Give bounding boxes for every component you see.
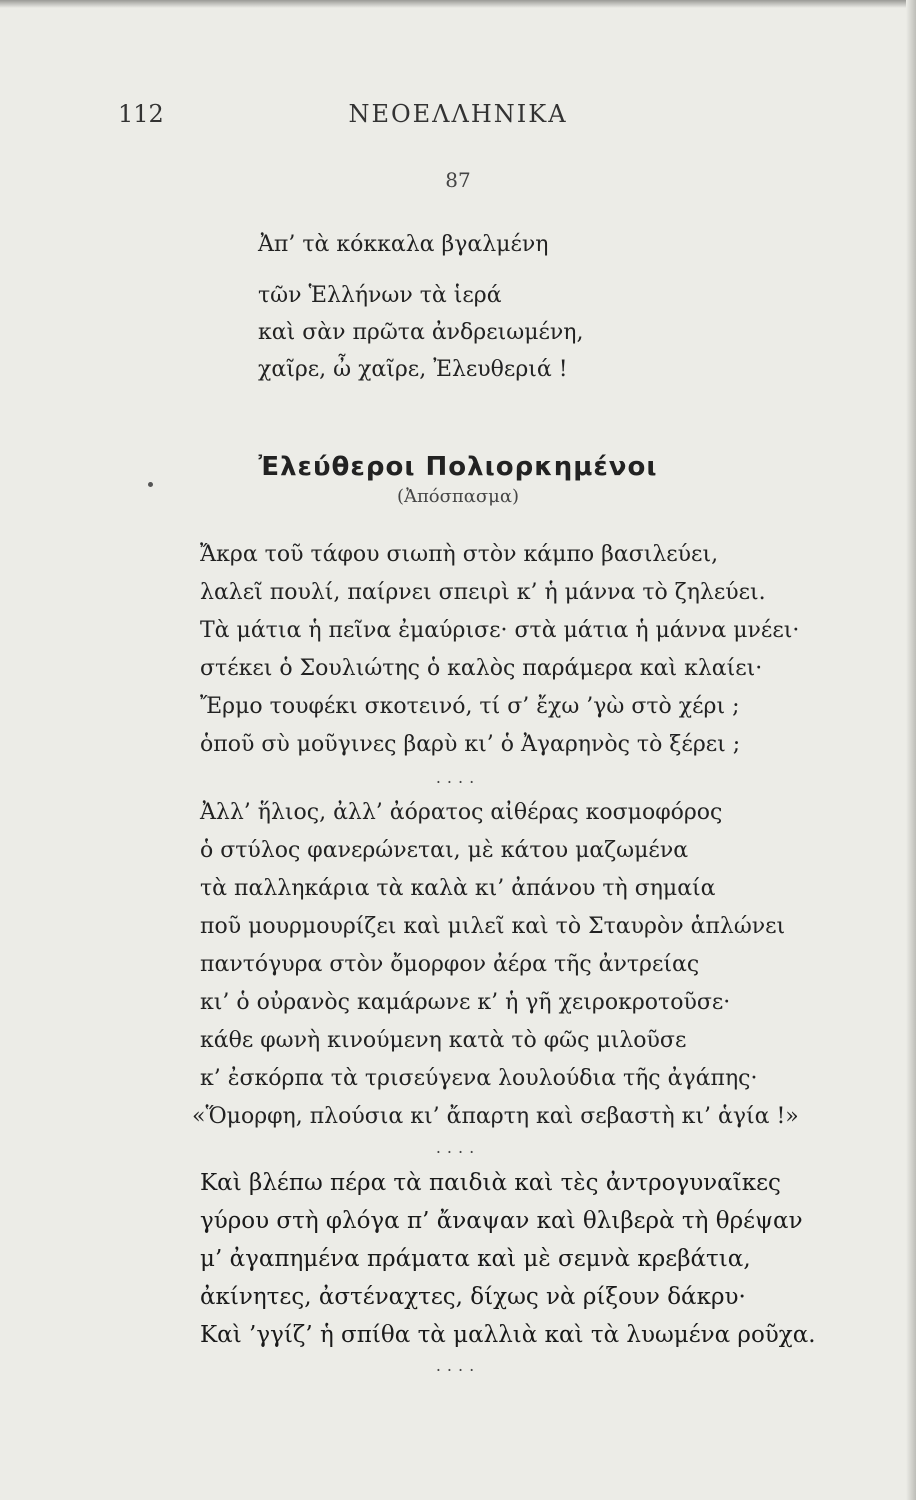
stanza-1-line: ὁποῦ σὺ μοῦγινες βαρὺ κι’ ὁ Ἀγαρηνὸς τὸ ξέρει ;: [200, 732, 741, 757]
excerpt-subtitle: (Ἀπόσπασμα): [396, 486, 520, 507]
stanza-3-line: ἀκίνητες, ἀστέναχτες, δίχως νὰ ρίξουν δάκρυ·: [200, 1284, 746, 1310]
running-head: ΝΕΟΕΛΛΗΝΙΚΑ: [348, 100, 568, 128]
page-right-edge: [906, 0, 916, 1500]
poem-87-line: τῶν Ἑλλήνων τὰ ἱερά: [258, 283, 502, 308]
poem-87-line: χαῖρε, ὦ χαῖρε, Ἐλευθεριά !: [258, 357, 568, 382]
stanza-1-line: Ἄκρα τοῦ τάφου σιωπὴ στὸν κάμπο βασιλεύει,: [200, 542, 719, 567]
stanza-1-line: στέκει ὁ Σουλιώτης ὁ καλὸς παράμερα καὶ κλαίει·: [200, 656, 763, 681]
poem-87-line: καὶ σὰν πρῶτα ἀνδρειωμένη,: [258, 320, 584, 345]
stanza-2-line: ὁ στύλος φανερώνεται, μὲ κάτου μαζωμένα: [200, 838, 689, 863]
stanza-2-line: παντόγυρα στὸν ὄμορφον ἀέρα τῆς ἀντρείας: [200, 952, 700, 977]
poem-number: 87: [445, 168, 471, 192]
stanza-3-line: Καὶ ’γγίζ’ ἡ σπίθα τὰ μαλλιὰ καὶ τὰ λυωμένα ροῦχα.: [200, 1322, 816, 1348]
page-top-edge: [0, 0, 916, 8]
stanza-2-line: κ’ ἐσκόρπα τὰ τρισεύγενα λουλούδια τῆς ἀγάπης·: [200, 1066, 758, 1091]
stanza-ellipsis: ....: [435, 1356, 481, 1375]
stanza-ellipsis: ....: [435, 1138, 481, 1157]
stanza-2-line: «Ὅμορφη, πλούσια κι’ ἄπαρτη καὶ σεβαστὴ κι’ ἁγία !»: [192, 1104, 799, 1129]
poem-87-line: Ἀπ’ τὰ κόκκαλα βγαλμένη: [258, 232, 549, 257]
stanza-2-line: ποῦ μουρμουρίζει καὶ μιλεῖ καὶ τὸ Σταυρὸν ἁπλώνει: [200, 914, 786, 939]
stanza-3-line: μ’ ἀγαπημένα πράματα καὶ μὲ σεμνὰ κρεβάτια,: [200, 1246, 751, 1272]
stanza-1-line: Τὰ μάτια ἡ πεῖνα ἐμαύρισε· στὰ μάτια ἡ μάννα μνέει·: [200, 618, 800, 643]
stanza-2-line: κι’ ὁ οὐρανὸς καμάρωνε κ’ ἡ γῆ χειροκροτοῦσε·: [200, 990, 731, 1015]
stanza-3-line: γύρου στὴ φλόγα π’ ἄναψαν καὶ θλιβερὰ τὴ θρέψαν: [200, 1208, 803, 1234]
stanza-1-line: λαλεῖ πουλί, παίρνει σπειρὶ κ’ ἡ μάννα τὸ ζηλεύει.: [200, 580, 766, 605]
page-number: 112: [118, 100, 164, 128]
stanza-3-line: Καὶ βλέπω πέρα τὰ παιδιὰ καὶ τὲς ἀντρογυναῖκες: [200, 1170, 781, 1196]
stanza-2-line: κάθε φωνὴ κινούμενη κατὰ τὸ φῶς μιλοῦσε: [200, 1028, 687, 1053]
stanza-ellipsis: ....: [435, 768, 481, 787]
stanza-2-line: Ἀλλ’ ἥλιος, ἀλλ’ ἀόρατος αἰθέρας κοσμοφόρος: [200, 800, 723, 825]
stanza-2-line: τὰ παλληκάρια τὰ καλὰ κι’ ἀπάνου τὴ σημαία: [200, 876, 716, 901]
excerpt-title: Ἐλεύθεροι Πολιορκημένοι: [258, 452, 658, 482]
stanza-1-line: Ἔρμο τουφέκι σκοτεινό, τί σ’ ἔχω ’γὼ στὸ χέρι ;: [200, 694, 740, 719]
